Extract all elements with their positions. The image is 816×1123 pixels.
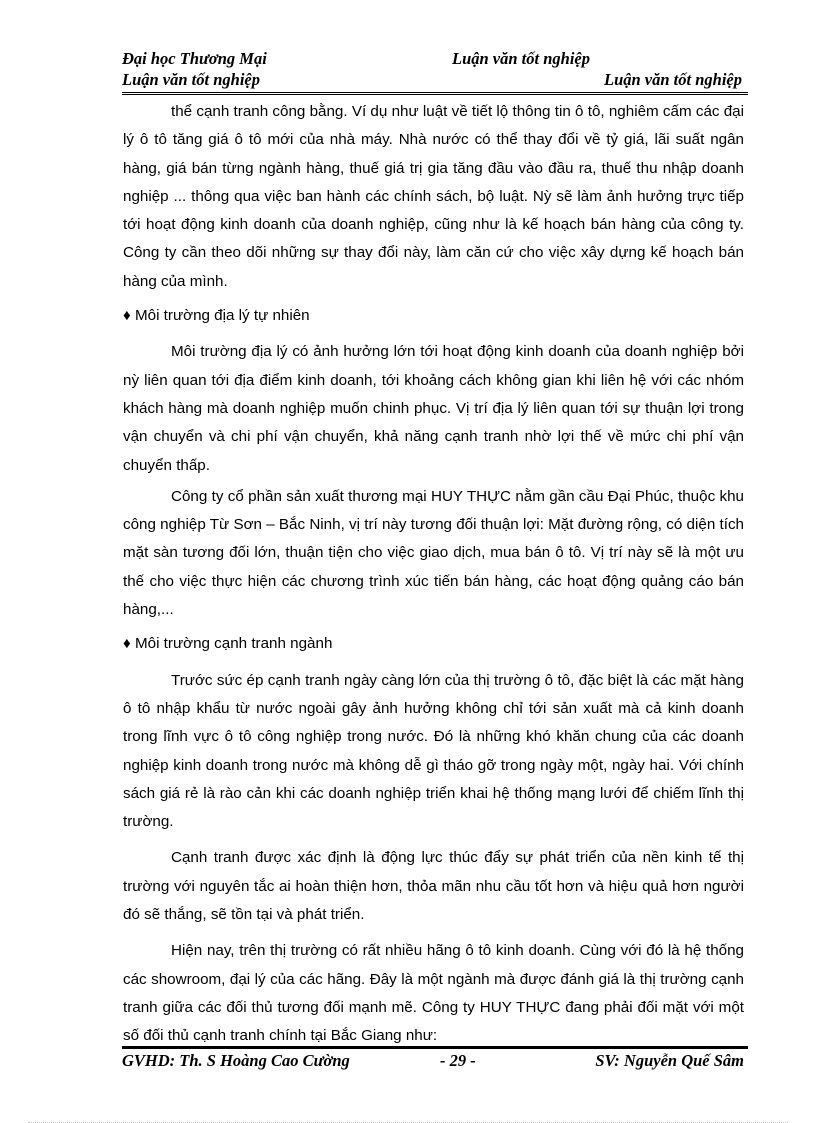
paragraph-geographic: Môi trường địa lý có ảnh hưởng lớn tới hoạt động kinh doanh của doanh nghiệp bởi nỳ liên quan tới địa điểm kinh doanh, tới khoảng cách không gian khi liên hệ với các nhóm khách hàng mà doanh nghiệp muốn chinh phục. Vị trí địa lý liên quan tới sự thuận lợi trong vận chuyển và chi phí vận chuyển, khả năng cạnh tranh nhờ lợi thế về mức chi phí vận chuyển thấp. — [123, 343, 744, 474]
footer-rule — [122, 1046, 748, 1049]
footer-student: SV: Nguyễn Quế Sâm — [595, 1051, 744, 1070]
paragraph-competition-pressure: Trước sức ép cạnh tranh ngày càng lớn của thị trường ô tô, đặc biệt là các mặt hàng ô tô nhập khẩu từ nước ngoài gây ảnh hưởng không chỉ tới sản xuất mà cả kinh doanh trong lĩnh vực ô tô công nghiệp trong nước. Đó là những khó khăn chung của các doanh nghiệp kinh doanh trong nước mà không dễ gì tháo gỡ trong ngày một, ngày hai. Với chính sách giá rẻ là rào cản khi các doanh nghiệp triển khai hệ thống mạng lưới để chiếm lĩnh thị trường. — [123, 671, 744, 831]
footer-supervisor: GVHD: Th. S Hoàng Cao Cường — [122, 1051, 350, 1070]
footer-page-number: - 29 - — [440, 1051, 476, 1070]
page-footer — [122, 1051, 748, 1073]
section-heading-geographic: ♦ Môi trường địa lý tự nhiên — [123, 307, 310, 325]
paragraph-legal-environment: thể cạnh tranh công bằng. Ví dụ như luật về tiết lộ thông tin ô tô, nghiêm cấm các đại lý ô tô tăng giá ô tô mới của nhà máy. Nhà nước có thể thay đổi về tỷ giá, lãi suất ngân hàng, giá bán từng ngành hàng, thuế giá trị gia tăng đầu vào đầu ra, thuế thu nhập doanh nghiệp ... thông qua việc ban hành các chính sách, bộ luật. Nỳ sẽ làm ảnh hưởng trực tiếp tới hoạt động kinh doanh của doanh nghiệp, cũng như là kế hoạch bán hàng của công ty. Công ty cần theo dõi những sự thay đổi này, làm căn cứ cho việc xây dựng kế hoạch bán hàng của mình. — [123, 103, 744, 290]
header-rule — [122, 92, 748, 95]
paragraph-competition-definition: Cạnh tranh được xác định là động lực thúc đẩy sự phát triển của nền kinh tế thị trường với nguyên tắc ai hoàn thiện hơn, thỏa mãn nhu cầu tốt hơn và hiệu quả hơn người đó sẽ thắng, sẽ tồn tại và phát triển. — [123, 849, 744, 924]
header-document-type: Luận văn tốt nghiệp — [452, 49, 590, 68]
page-body — [123, 98, 744, 1051]
header-document-type-left: Luận văn tốt nghiệp — [122, 70, 260, 89]
paragraph-market-competitors: Hiện nay, trên thị trường có rất nhiều hãng ô tô kinh doanh. Cùng với đó là hệ thống các showroom, đại lý của các hãng. Đây là một ngành mà được đánh giá là thị trường cạnh tranh giữa các đối thủ tương đối mạnh mẽ. Công ty HUY THỰC đang phải đối mặt với một số đối thủ cạnh tranh chính tại Bắc Giang như: — [123, 942, 744, 1045]
header-document-type-right: Luận văn tốt nghiệp — [604, 70, 742, 89]
header-university: Đại học Thương Mại — [122, 49, 267, 68]
page-header — [122, 48, 746, 90]
paragraph-company-location: Công ty cổ phần sản xuất thương mại HUY THỰC nằm gần cầu Đại Phúc, thuộc khu công nghiệp Từ Sơn – Bắc Ninh, vị trí này tương đối thuận lợi: Mặt đường rộng, có diện tích mặt sàn tương đối lớn, thuận tiện cho việc giao dịch, mua bán ô tô. Vị trí này sẽ là một ưu thế cho việc thực hiện các chương trình xúc tiến bán hàng, các hoạt động quảng cáo bán hàng,... — [123, 487, 744, 619]
section-heading-competition: ♦ Môi trường cạnh tranh ngành — [123, 635, 333, 653]
